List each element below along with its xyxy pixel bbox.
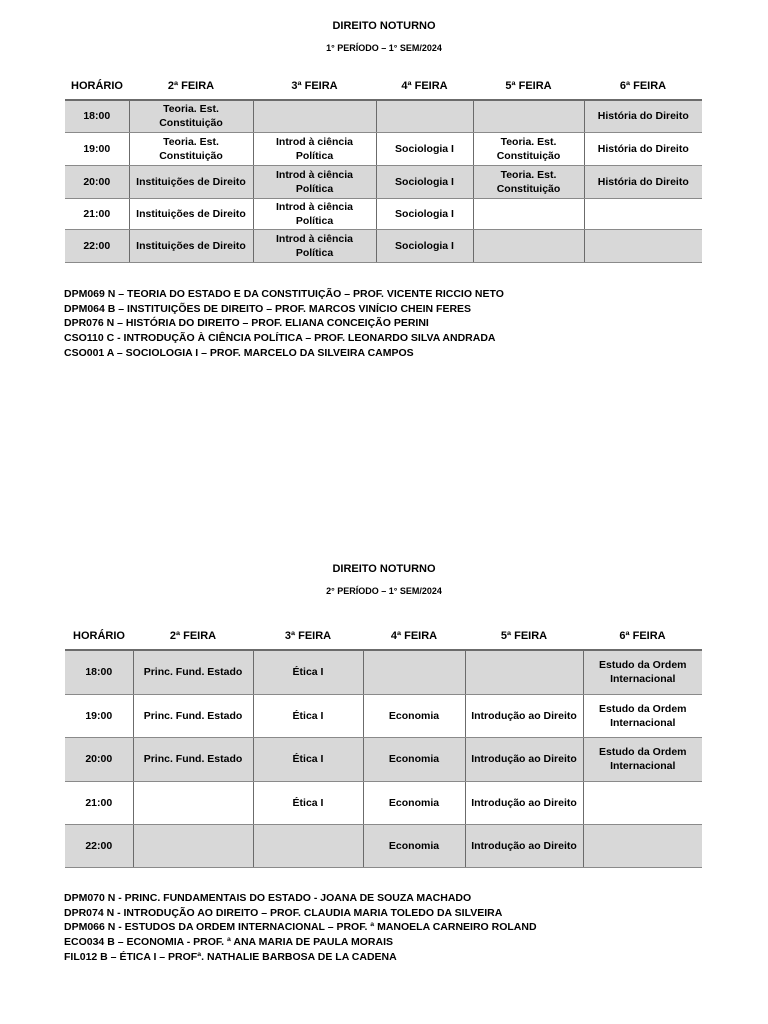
class-cell: Economia — [363, 694, 465, 737]
table-row — [65, 229, 702, 262]
class-cell: Ética I — [253, 781, 363, 824]
class-cell — [584, 229, 702, 262]
time-cell: 19:00 — [65, 132, 129, 165]
class-cell: Ética I — [253, 650, 363, 694]
table-row — [65, 165, 702, 198]
schedule1-title: DIREITO NOTURNO — [332, 20, 436, 32]
table-row — [65, 781, 702, 824]
class-cell: Introdução ao Direito — [465, 694, 583, 737]
class-cell: Instituições de Direito — [129, 198, 253, 229]
class-cell: Introdução ao Direito — [465, 781, 583, 824]
class-cell: Introd à ciência Política — [253, 198, 376, 229]
header-quarta: 4ª FEIRA — [376, 72, 473, 100]
class-cell: Introdução ao Direito — [465, 737, 583, 781]
time-cell: 22:00 — [65, 229, 129, 262]
table-header-row — [65, 622, 702, 650]
class-cell: Economia — [363, 824, 465, 867]
legend-line: DPM070 N - PRINC. FUNDAMENTAIS DO ESTADO - JOANA DE SOUZA MACHADO — [64, 892, 472, 904]
class-cell — [253, 824, 363, 867]
legend-line: ECO034 B – ECONOMIA - PROF. ª ANA MARIA DE PAULA MORAIS — [64, 936, 394, 949]
time-cell: 21:00 — [65, 198, 129, 229]
class-cell: Ética I — [253, 694, 363, 737]
class-cell — [583, 781, 702, 824]
schedule1-table — [65, 72, 702, 263]
legend-line: DPM064 B – INSTITUIÇÕES DE DIREITO – PROF. MARCOS VINÍCIO CHEIN FERES — [64, 302, 472, 315]
header-segunda: 2ª FEIRA — [129, 72, 253, 100]
table-row — [65, 694, 702, 737]
class-cell: Sociologia I — [376, 165, 473, 198]
class-cell: Estudo da Ordem Internacional — [583, 737, 702, 781]
class-cell: Sociologia I — [376, 132, 473, 165]
class-cell: Sociologia I — [376, 229, 473, 262]
class-cell — [473, 100, 584, 132]
header-horario: HORÁRIO — [65, 72, 129, 100]
class-cell: Teoria. Est. Constituição — [129, 100, 253, 132]
table-row — [65, 198, 702, 229]
class-cell — [376, 100, 473, 132]
class-cell: Introdução ao Direito — [465, 824, 583, 867]
legend-line: DPM069 N – TEORIA DO ESTADO E DA CONSTITUIÇÃO – PROF. VICENTE RICCIO NETO — [64, 288, 504, 300]
class-cell: Instituições de Direito — [129, 165, 253, 198]
time-cell: 18:00 — [65, 100, 129, 132]
class-cell: Princ. Fund. Estado — [133, 650, 253, 694]
class-cell: Economia — [363, 737, 465, 781]
class-cell: Sociologia I — [376, 198, 473, 229]
class-cell — [133, 781, 253, 824]
table-row — [65, 824, 702, 867]
class-cell — [133, 824, 253, 867]
class-cell — [253, 100, 376, 132]
class-cell — [473, 198, 584, 229]
class-cell: Introd à ciência Política — [253, 229, 376, 262]
time-cell: 22:00 — [65, 824, 133, 867]
table-row — [65, 737, 702, 781]
header-sexta: 6ª FEIRA — [584, 72, 702, 100]
table-header-row — [65, 72, 702, 100]
class-cell: Teoria. Est. Constituição — [129, 132, 253, 165]
class-cell — [584, 198, 702, 229]
class-cell: História do Direito — [584, 132, 702, 165]
schedule2-legend — [64, 891, 537, 965]
class-cell: Introd à ciência Política — [253, 132, 376, 165]
schedule1-subtitle: 1° PERÍODO – 1° SEM/2024 — [326, 43, 442, 53]
class-cell: História do Direito — [584, 100, 702, 132]
header-terca: 3ª FEIRA — [253, 72, 376, 100]
time-cell: 19:00 — [65, 694, 133, 737]
legend-line: CSO001 A – SOCIOLOGIA I – PROF. MARCELO DA SILVEIRA CAMPOS — [64, 346, 414, 359]
class-cell — [473, 229, 584, 262]
legend-line: DPM066 N - ESTUDOS DA ORDEM INTERNACIONAL – PROF. ª MANOELA CARNEIRO ROLAND — [64, 921, 537, 934]
header-horario: HORÁRIO — [65, 622, 133, 650]
header-segunda: 2ª FEIRA — [133, 622, 253, 650]
time-cell: 20:00 — [65, 165, 129, 198]
class-cell: Teoria. Est. Constituição — [473, 165, 584, 198]
legend-line: DPR074 N - INTRODUÇÃO AO DIREITO – PROF. CLAUDIA MARIA TOLEDO DA SILVEIRA — [64, 906, 503, 919]
schedule2-title: DIREITO NOTURNO — [332, 563, 436, 575]
class-cell: História do Direito — [584, 165, 702, 198]
class-cell: Teoria. Est. Constituição — [473, 132, 584, 165]
class-cell: Princ. Fund. Estado — [133, 694, 253, 737]
table-row — [65, 100, 702, 132]
legend-line: DPR076 N – HISTÓRIA DO DIREITO – PROF. ELIANA CONCEIÇÃO PERINI — [64, 317, 429, 330]
time-cell: 18:00 — [65, 650, 133, 694]
schedule2-table — [65, 622, 702, 868]
legend-line: FIL012 B – ÉTICA I – PROFª. NATHALIE BARBOSA DE LA CADENA — [64, 950, 397, 963]
class-cell — [363, 650, 465, 694]
legend-line: CSO110 C - INTRODUÇÃO À CIÊNCIA POLÍTICA – PROF. LEONARDO SILVA ANDRADA — [64, 332, 496, 345]
table-row — [65, 132, 702, 165]
schedule1-legend — [64, 287, 504, 361]
header-terca: 3ª FEIRA — [253, 622, 363, 650]
class-cell: Instituições de Direito — [129, 229, 253, 262]
class-cell: Princ. Fund. Estado — [133, 737, 253, 781]
class-cell: Estudo da Ordem Internacional — [583, 694, 702, 737]
class-cell: Economia — [363, 781, 465, 824]
time-cell: 20:00 — [65, 737, 133, 781]
class-cell: Introd à ciência Política — [253, 165, 376, 198]
class-cell: Ética I — [253, 737, 363, 781]
table-row — [65, 650, 702, 694]
class-cell: Estudo da Ordem Internacional — [583, 650, 702, 694]
schedule2-subtitle: 2° PERÍODO – 1° SEM/2024 — [326, 586, 442, 596]
class-cell — [465, 650, 583, 694]
header-quarta: 4ª FEIRA — [363, 622, 465, 650]
class-cell — [583, 824, 702, 867]
header-quinta: 5ª FEIRA — [473, 72, 584, 100]
header-sexta: 6ª FEIRA — [583, 622, 702, 650]
header-quinta: 5ª FEIRA — [465, 622, 583, 650]
time-cell: 21:00 — [65, 781, 133, 824]
